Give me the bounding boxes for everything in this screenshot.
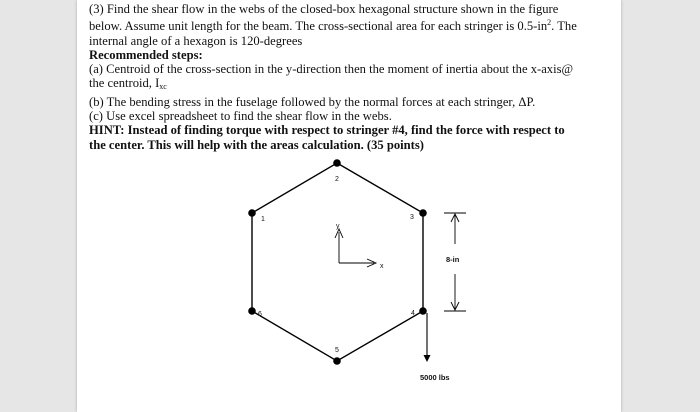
load-label: 5000 lbs [420,373,450,382]
stringer-label-2: 2 [335,176,339,183]
stringer-label-1: 1 [261,216,265,223]
y-axis-label: y [336,223,340,230]
stringer-5 [333,357,341,365]
stringer-1 [248,209,256,217]
hint-line-1: HINT: Instead of finding torque with respect to stringer #4, find the force with respect to [89,123,565,138]
stringer-4 [419,307,427,315]
step-a-line-2: the centroid, $I_{xc}$ [89,76,167,92]
stringer-label-4: 4 [411,310,415,317]
dimension-label: 8-in [446,255,460,264]
step-c: (c) Use excel spreadsheet to find the shear flow in the webs. [89,109,392,124]
intro-line-3: internal angle of a hexagon is 120-degrees [89,33,303,48]
stringer-3 [419,209,427,217]
steps-heading: Recommended steps: [89,47,203,62]
step-a-line-1: (a) Centroid of the cross-section in the y-direction then the moment of inertia about the x-axis@ [89,62,574,77]
stringer-label-5: 5 [335,347,339,354]
stringer-6 [248,307,256,315]
stringer-label-3: 3 [410,214,414,221]
superscript: 2 [547,18,552,28]
hint-line-2: the center. This will help with the areas calculation. (35 points) [89,137,424,152]
step-b: (b) The bending stress in the fuselage followed by the normal forces at each stringer, ΔP. [89,94,536,109]
subscript: xc [159,82,167,92]
intro-line-1: (3) Find the shear flow in the webs of the closed-box hexagonal structure shown in the figure [89,2,559,16]
intro-line-2: below. Assume unit length for the beam. The cross-sectional area for each stringer is $0.5-in^2$. The [89,18,577,34]
load-arrowhead [424,355,431,362]
stringer-label-6: 6 [258,311,262,318]
x-axis-label: x [380,263,384,270]
hexagon-outline [252,163,423,361]
stringer-2 [333,159,341,167]
